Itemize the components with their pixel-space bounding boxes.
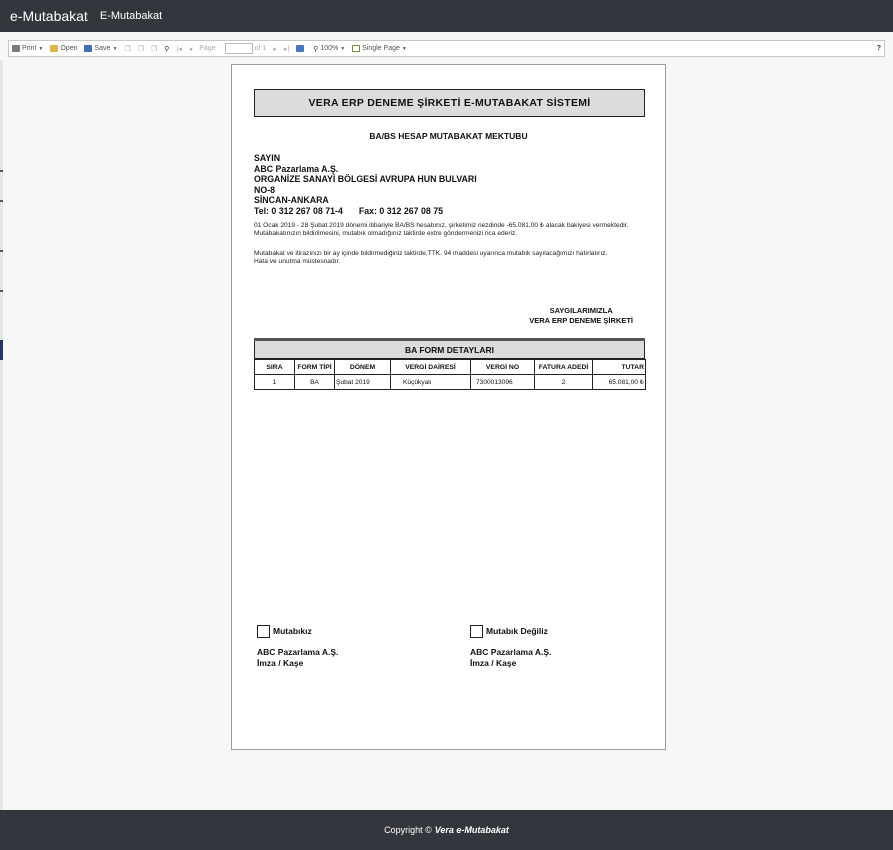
recipient-fax: Fax: 0 312 267 08 75 bbox=[358, 205, 443, 216]
report-page bbox=[231, 64, 666, 750]
page-count: of 1 bbox=[254, 45, 267, 52]
strip-mark bbox=[0, 170, 3, 172]
recipient-company: ABC Pazarlama A.Ş. bbox=[254, 163, 339, 174]
left-edge-strip bbox=[0, 60, 3, 810]
find-icon[interactable]: ⚲ bbox=[164, 45, 170, 53]
disagree-checkbox[interactable] bbox=[470, 625, 483, 638]
table-cell: 65.081,00 ₺ bbox=[593, 375, 646, 390]
recipient-city: SİNCAN-ANKARA bbox=[254, 195, 329, 205]
footer bbox=[0, 810, 893, 850]
ba-form-details bbox=[254, 338, 645, 390]
print-button[interactable]: Print ▼ bbox=[12, 45, 43, 52]
report-viewer-toolbar bbox=[8, 40, 885, 57]
app-brand[interactable]: e-Mutabakat bbox=[10, 8, 88, 24]
strip-mark bbox=[0, 340, 3, 360]
top-navbar bbox=[0, 0, 893, 32]
disagree-signature-block bbox=[470, 625, 551, 668]
column-header: FORM TİPİ bbox=[295, 360, 335, 375]
closing-block bbox=[529, 306, 633, 326]
column-header: VERGİ NO bbox=[471, 360, 535, 375]
notice-line1: Mutabakat ve itirazınızı bir ay içinde bildirmediğiniz taktirde,TTK. 94 maddesi uyarınca mutabık sayılacağımızı hatırlatırız. bbox=[254, 250, 608, 257]
copy-icon[interactable]: ❐ bbox=[124, 45, 131, 53]
table-cell: 1 bbox=[255, 375, 295, 390]
full-screen-icon[interactable] bbox=[296, 45, 306, 52]
sign-company: ABC Pazarlama A.Ş. bbox=[470, 647, 552, 657]
chevron-down-icon: ▼ bbox=[38, 45, 44, 52]
column-header: DÖNEM bbox=[335, 360, 391, 375]
zoom-icon: ⚲ bbox=[313, 45, 319, 53]
printer-icon bbox=[12, 45, 20, 52]
first-page-icon[interactable]: |◂ bbox=[176, 45, 182, 53]
chevron-down-icon: ▼ bbox=[401, 45, 407, 52]
page-label: Page bbox=[199, 45, 216, 52]
chevron-down-icon: ▼ bbox=[340, 45, 346, 52]
table-cell: Şubat 2019 bbox=[335, 375, 391, 390]
table-header-row bbox=[255, 360, 646, 375]
strip-mark bbox=[0, 290, 3, 292]
view-mode-dropdown[interactable]: Single Page ▼ bbox=[352, 45, 407, 52]
agree-option[interactable]: Mutabıkız bbox=[257, 625, 338, 638]
folder-icon bbox=[50, 45, 58, 52]
balance-paragraph: 01 Ocak 2019 - 28 Şubat 2019 dönemi itibariyle BA/BS hesabınız, şirketimiz nezdinde -65.081,00 ₺ alacak bakiyesi vermektedir. Mutabakatınızın bildirilmesini, mutabık olmadığınız taktirde extre göndermenizi rica ederiz. bbox=[254, 222, 629, 238]
strip-mark bbox=[0, 200, 3, 202]
nav-item-e-mutabakat[interactable]: E-Mutabakat bbox=[99, 10, 163, 22]
recipient-address-line1: ORGANİZE SANAYİ BÖLGESİ AVRUPA HUN BULVARI bbox=[254, 174, 477, 184]
previous-page-icon[interactable]: ◂ bbox=[188, 45, 193, 53]
floppy-disk-icon bbox=[84, 45, 92, 52]
zoom-dropdown[interactable]: ⚲ 100% ▼ bbox=[313, 45, 346, 53]
recipient-address-line2: NO-8 bbox=[254, 184, 276, 195]
agree-signature-block bbox=[257, 625, 338, 668]
notice-paragraph bbox=[254, 250, 646, 266]
table-cell: 2 bbox=[535, 375, 593, 390]
footer-brand: Vera e-Mutabakat bbox=[434, 825, 509, 835]
column-header: TUTAR bbox=[593, 360, 646, 375]
sign-label: İmza / Kaşe bbox=[470, 657, 517, 668]
closing-company: VERA ERP DENEME ŞİRKETİ bbox=[529, 316, 633, 325]
next-page-icon[interactable]: ▸ bbox=[273, 45, 277, 53]
table-cell: BA bbox=[295, 375, 335, 390]
table-cell: 7300013096 bbox=[471, 375, 535, 390]
save-button[interactable]: Save ▼ bbox=[84, 45, 117, 52]
table-cell: Küçükyalı bbox=[391, 375, 471, 390]
recipient-contact bbox=[254, 206, 477, 217]
notice-line2: Hata ve unutma müstesnadır. bbox=[254, 258, 341, 266]
export-icon[interactable]: ❐ bbox=[150, 45, 158, 53]
paste-icon[interactable]: ❐ bbox=[137, 45, 144, 53]
disagree-option[interactable]: Mutabık Değiliz bbox=[470, 625, 551, 638]
recipient-tel: Tel: 0 312 267 08 71-4 bbox=[254, 205, 343, 216]
page-number-input[interactable] bbox=[225, 43, 253, 54]
table-title: BA FORM DETAYLARI bbox=[254, 341, 645, 359]
agree-checkbox[interactable] bbox=[257, 625, 270, 638]
document-title: VERA ERP DENEME ŞİRKETİ E-MUTABAKAT SİSTEMİ bbox=[254, 89, 645, 117]
sign-company: ABC Pazarlama A.Ş. bbox=[257, 647, 339, 657]
help-button[interactable]: ? bbox=[876, 45, 881, 52]
last-page-icon[interactable]: ▸| bbox=[283, 45, 290, 53]
letter-title: BA/BS HESAP MUTABAKAT MEKTUBU bbox=[369, 131, 528, 141]
sign-label: İmza / Kaşe bbox=[257, 657, 304, 668]
strip-mark bbox=[0, 250, 3, 252]
column-header: FATURA ADEDİ bbox=[535, 360, 593, 375]
column-header: SIRA bbox=[255, 360, 295, 375]
recipient-block bbox=[254, 153, 477, 216]
open-button[interactable]: Open bbox=[50, 45, 77, 52]
table-row bbox=[255, 375, 646, 390]
single-page-icon bbox=[352, 45, 360, 52]
ba-form-table bbox=[254, 359, 646, 390]
chevron-down-icon: ▼ bbox=[112, 45, 118, 52]
salutation: SAYIN bbox=[254, 153, 281, 163]
copyright-text: Copyright © bbox=[384, 825, 432, 835]
closing-greeting: SAYGILARIMIZLA bbox=[549, 306, 613, 315]
column-header: VERGİ DAİRESİ bbox=[391, 360, 471, 375]
